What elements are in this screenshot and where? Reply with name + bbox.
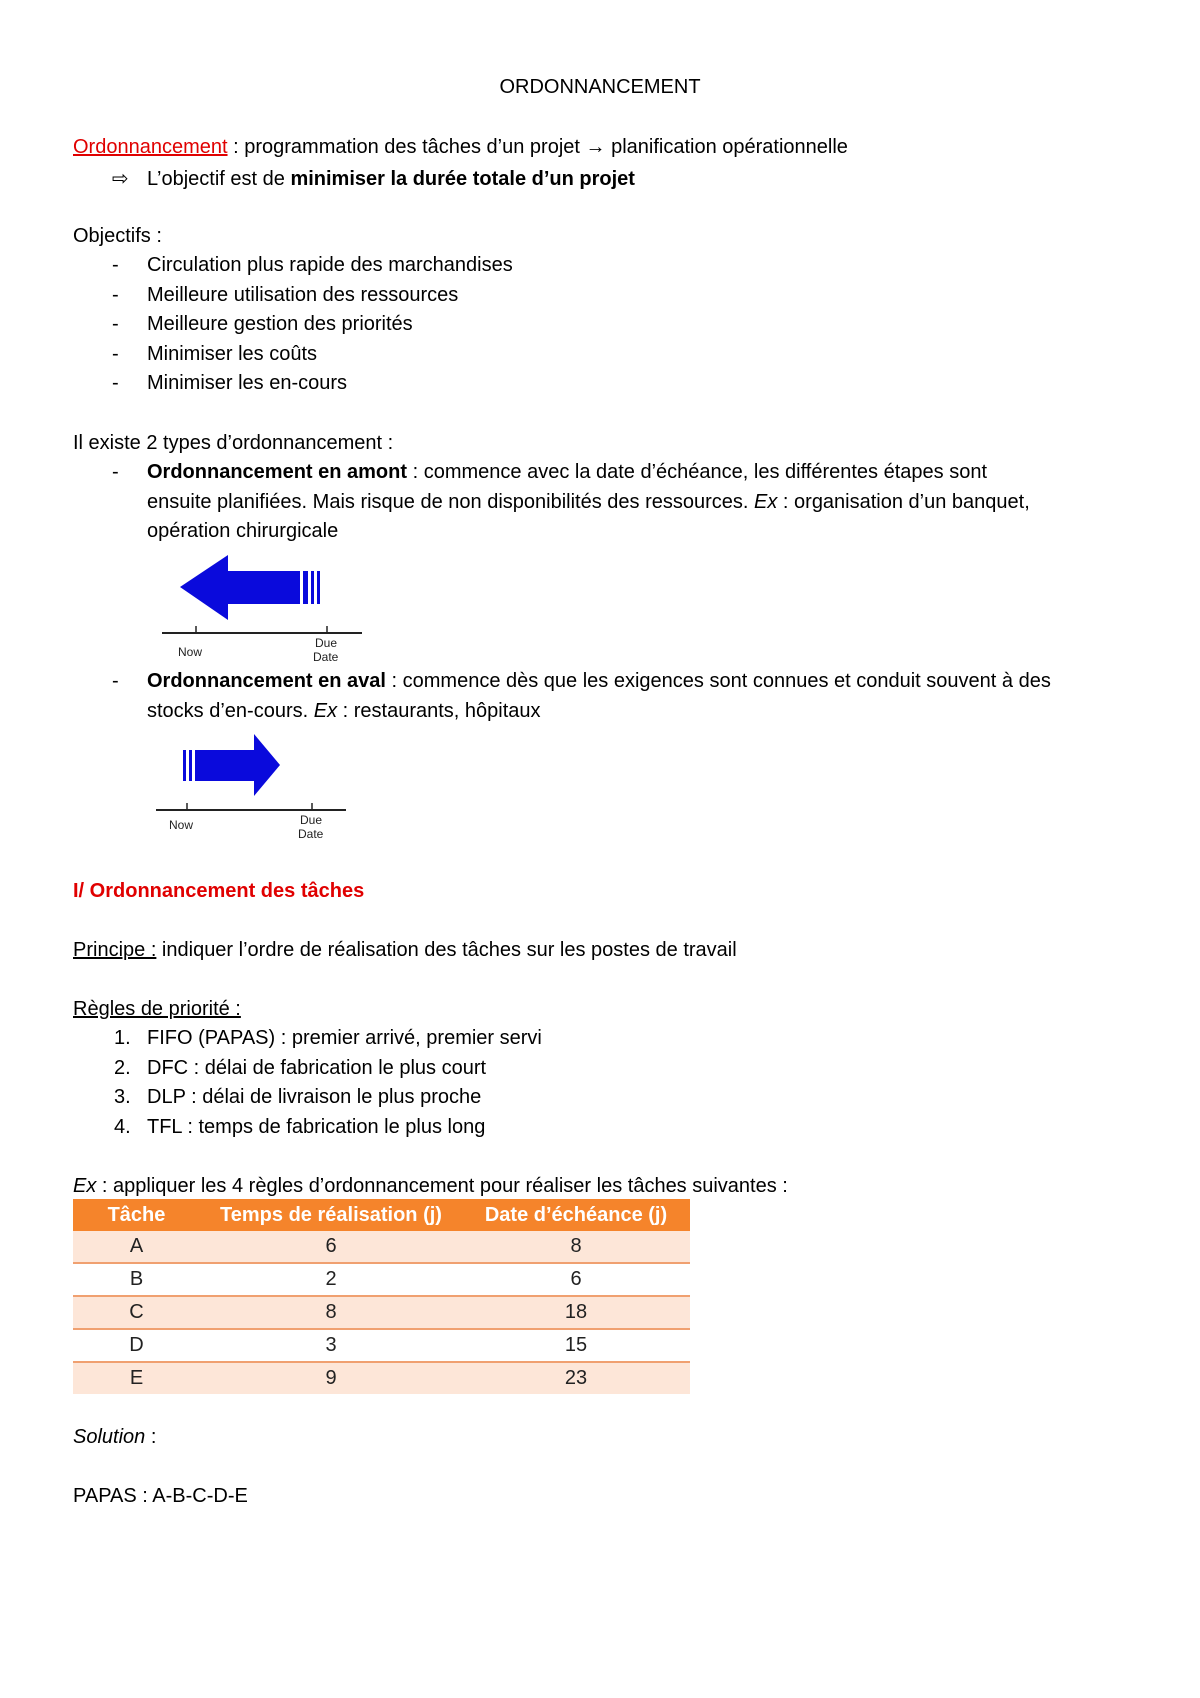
list-item-text: FIFO (PAPAS) : premier arrivé, premier servi [147,1027,542,1049]
goal-bold: minimiser la durée totale d’un projet [290,168,635,190]
left-arrow-icon [180,555,300,620]
solution-label: Solution [73,1426,146,1448]
arrow-stripe [183,750,186,781]
goal-prefix: L’objectif est de [147,168,291,190]
aval-diagram [150,733,360,845]
table-cell: E [73,1362,200,1394]
dash-bullet: - [112,254,119,276]
dash-bullet: - [112,461,119,483]
amont-line2 [147,491,1030,514]
due-label: Due [315,636,338,650]
intro-term: Ordonnancement [73,136,228,158]
table-cell: A [73,1231,200,1263]
list-item-text: Minimiser les coûts [147,343,318,365]
list-number: 3. [114,1086,131,1108]
arrow-stripe [195,750,200,781]
example-line [73,1175,788,1198]
tasks-table [73,1199,690,1394]
table-cell: 3 [200,1329,462,1362]
solution-colon: : [145,1426,157,1448]
principe-label: Principe : [73,939,157,961]
aval-line2 [147,700,541,723]
list-item-text: DFC : délai de fabrication le plus court [147,1057,487,1079]
date-label: Date [298,827,324,841]
table-cell: 8 [200,1296,462,1329]
list-item-text: Minimiser les en-cours [147,372,348,394]
date-label: Date [313,650,339,664]
section-title: I/ Ordonnancement des tâches [73,880,365,902]
arrow-stripe [189,750,192,781]
table-cell: 2 [200,1263,462,1296]
list-item-text: Meilleure utilisation des ressources [147,284,459,306]
list-item-text: Meilleure gestion des priorités [147,313,413,335]
dash-bullet: - [112,284,119,306]
table-header-row [73,1199,690,1231]
table-row [73,1329,690,1362]
table-header: Date d’échéance (j) [462,1199,690,1231]
due-label: Due [300,813,323,827]
table-cell: 15 [462,1329,690,1362]
intro-goal [112,166,635,191]
types-heading: Il existe 2 types d’ordonnancement : [73,432,394,454]
objectives-heading: Objectifs : [73,225,162,247]
arrow-stripe [303,571,308,604]
intro-definition-text: : programmation des tâches d’un projet [227,136,586,158]
list-item-text: Circulation plus rapide des marchandises [147,254,513,276]
table-cell: B [73,1263,200,1296]
page-title: ORDONNANCEMENT [499,76,701,98]
aval-line1 [147,670,1051,693]
hollow-arrow-icon: ⇨ [112,168,129,190]
table-cell: D [73,1329,200,1362]
list-number: 1. [114,1027,131,1049]
table-cell: 8 [462,1231,690,1263]
arrow-stripe [317,571,320,604]
list-item-text: DLP : délai de livraison le plus proche [147,1086,482,1108]
example-text: : appliquer les 4 règles d’ordonnancement pour réaliser les tâches suivantes : [96,1175,788,1197]
amont-text-1: : commence avec la date d’échéance, les différentes étapes sont [407,461,988,483]
dash-bullet: - [112,313,119,335]
list-number: 4. [114,1116,131,1138]
table-cell: 18 [462,1296,690,1329]
now-label: Now [169,818,194,832]
principe-text: indiquer l’ordre de réalisation des tâches sur les postes de travail [156,939,737,961]
dash-bullet: - [112,372,119,394]
principe-line [73,939,737,962]
amont-line3: opération chirurgicale [147,520,339,542]
solution-line [73,1426,156,1449]
table-row [73,1296,690,1329]
table-cell: 9 [200,1362,462,1394]
amont-text-2b: : organisation d’un banquet, [777,491,1030,513]
table-cell: 6 [200,1231,462,1263]
right-arrow-icon: → [585,136,606,158]
amont-text-2a: ensuite planifiées. Mais risque de non disponibilités des ressources. [147,491,755,513]
amont-diagram [160,555,370,670]
intro-definition-end: planification opérationnelle [605,136,848,158]
table-row [73,1362,690,1394]
list-item-text: TFL : temps de fabrication le plus long [147,1116,486,1138]
amont-ex: Ex [754,491,778,513]
example-ex: Ex [73,1175,97,1197]
amont-line1 [147,461,987,484]
intro-definition [73,136,848,159]
dash-bullet: - [112,670,119,692]
now-label: Now [178,645,203,659]
table-header: Tâche [73,1199,200,1231]
dash-bullet: - [112,343,119,365]
table-header: Temps de réalisation (j) [200,1199,462,1231]
aval-ex: Ex [313,700,338,722]
aval-text-2a: stocks d’en-cours. [147,700,314,722]
table-row [73,1263,690,1296]
rules-heading: Règles de priorité : [73,998,241,1020]
table-row [73,1231,690,1263]
arrow-stripe [311,571,314,604]
aval-text-1: : commence dès que les exigences sont connues et conduit souvent à des [385,670,1051,692]
right-arrow-icon [200,734,280,796]
aval-text-2b: : restaurants, hôpitaux [337,700,541,722]
list-number: 2. [114,1057,131,1079]
papas-result: PAPAS : A-B-C-D-E [73,1485,248,1507]
aval-label: Ordonnancement en aval [147,670,386,692]
table-cell: 6 [462,1263,690,1296]
table-cell: 23 [462,1362,690,1394]
amont-label: Ordonnancement en amont [147,461,408,483]
table-cell: C [73,1296,200,1329]
